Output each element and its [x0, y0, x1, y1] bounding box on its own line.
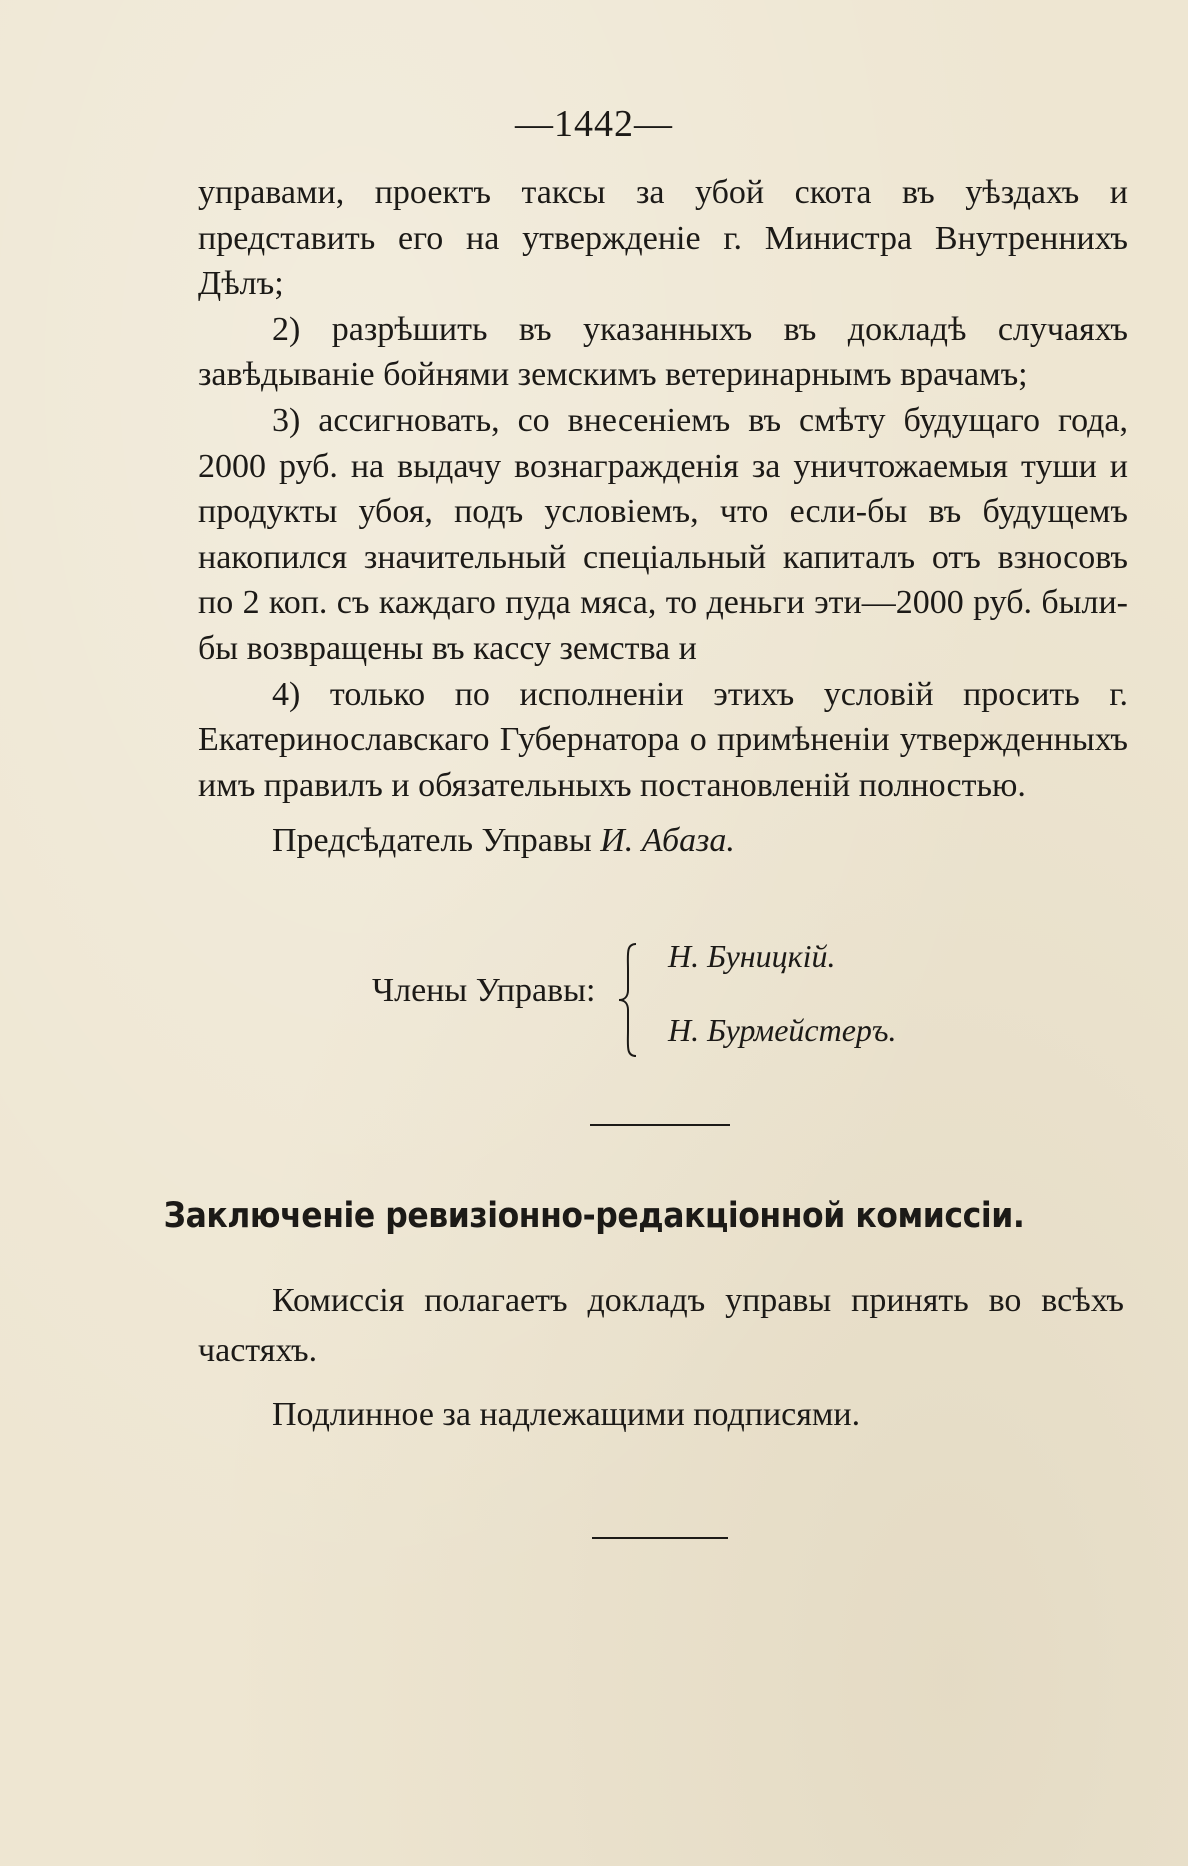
curly-brace-icon [614, 940, 644, 1060]
separator-rule [590, 1124, 730, 1126]
end-rule [592, 1537, 728, 1539]
member-name-2 [668, 1012, 897, 1049]
member-name-1 [668, 938, 836, 975]
chairman-name: И. Абаза. [600, 822, 735, 859]
paragraph-item-4: 4) только по исполненіи этихъ условій просить г. Екатеринославскаго Губернатора о примѣненіи утвержденныхъ имъ правилъ и обязательныхъ постановленій полностью. [198, 675, 1128, 804]
chairman-label: Предсѣдатель Управы [272, 822, 592, 859]
section-heading: Заключеніе ревизіонно-редакціонной комиссіи. [163, 1196, 1025, 1236]
page-number: —1442— [515, 103, 673, 145]
members-label: Члены Управы: [372, 972, 596, 1009]
paragraph-item-3: 3) ассигновать, со внесеніемъ въ смѣту будущаго года, 2000 руб. на выдачу вознагражденія за уничтожаемыя туши и продукты убоя, подъ условіемъ, что если-бы въ будущемъ накопился значительный спеціальный капиталъ отъ взносовъ по 2 коп. съ каждаго пуда мяса, то деньги эти—2000 руб. были-бы возвращены въ кассу земства и [198, 401, 1128, 667]
conclusion-paragraph: Комиссія полагаетъ докладъ управы принять во всѣхъ частяхъ. [198, 1282, 1124, 1369]
chairman-signature [272, 822, 735, 860]
member-name-1-text: Н. Буницкій. [668, 938, 836, 974]
paragraph-item-2: 2) разрѣшить въ указанныхъ въ докладѣ случаяхъ завѣдываніе бойнями земскимъ ветеринарнымъ врачамъ; [198, 310, 1128, 394]
body-text [198, 170, 1128, 808]
conclusion-text [198, 1276, 1124, 1376]
member-name-2-text: Н. Бурмейстеръ. [668, 1012, 897, 1048]
signed-note: Подлинное за надлежащими подписями. [272, 1396, 861, 1433]
paragraph-continuation: управами, проектъ таксы за убой скота въ уѣздахъ и представить его на утвержденіе г. Министра Внутреннихъ Дѣлъ; [198, 174, 1128, 303]
